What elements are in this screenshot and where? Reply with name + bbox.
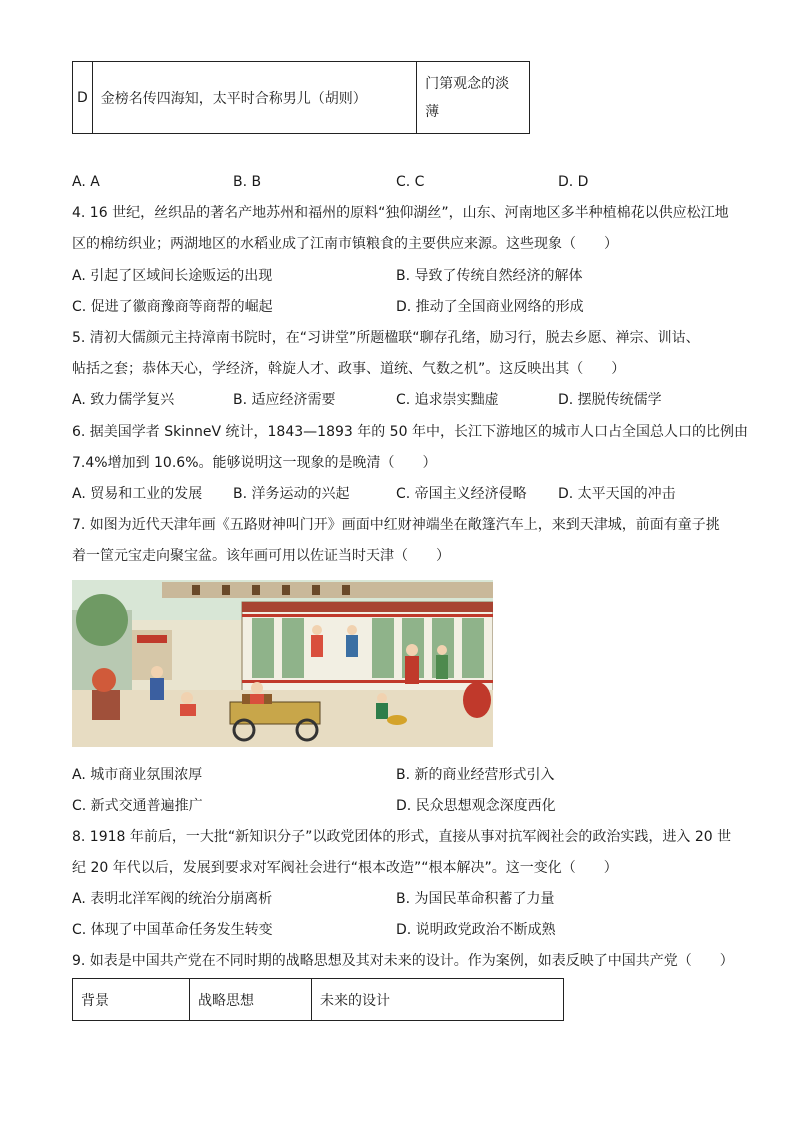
q9-table xyxy=(72,978,564,1021)
q8-option-b[interactable]: B. 为国民革命积蓄了力量 xyxy=(396,891,555,907)
q4-option-d[interactable]: D. 推动了全国商业网络的形成 xyxy=(396,299,584,315)
row-label: D xyxy=(73,62,93,134)
q5-option-d[interactable]: D. 摆脱传统儒学 xyxy=(558,392,662,408)
q3-option-b[interactable]: B. B xyxy=(233,174,262,190)
q4-option-a[interactable]: A. 引起了区域间长途贩运的出现 xyxy=(72,268,273,284)
q5-option-c[interactable]: C. 追求崇实黜虚 xyxy=(396,392,499,408)
q3-option-c[interactable]: C. C xyxy=(396,174,425,190)
q5-stem-line-2: 帖括之套；恭体天心，学经济，斡旋人才、政事、道统、气数之机”。这反映出其（ ） xyxy=(72,361,626,377)
q7-stem-line-2: 着一筐元宝走向聚宝盆。该年画可用以佐证当时天津（ ） xyxy=(72,548,450,564)
q7-stem-line-1: 7. 如图为近代天津年画《五路财神叫门开》画面中红财神端坐在敞篷汽车上，来到天津城，前面有童子挑 xyxy=(72,517,720,533)
q8-option-a[interactable]: A. 表明北洋军阀的统治分崩离析 xyxy=(72,891,273,907)
q8-option-d[interactable]: D. 说明政党政治不断成熟 xyxy=(396,922,556,938)
q8-stem-line-2: 纪 20 年代以后，发展到要求对军阀社会进行“根本改造”“根本解决”。这一变化（ ） xyxy=(72,860,618,876)
q4-stem-line-2: 区的棉纺织业；两湖地区的水稻业成了江南市镇粮食的主要供应来源。这些现象（ ） xyxy=(72,236,618,252)
result-line-1: 门第观念的淡 xyxy=(425,75,510,92)
q7-option-b[interactable]: B. 新的商业经营形式引入 xyxy=(396,767,555,783)
header-strategy: 战略思想 xyxy=(190,979,312,1021)
q3-option-d[interactable]: D. D xyxy=(558,174,589,190)
q5-stem-line-1: 5. 清初大儒颜元主持漳南书院时，在“习讲堂”所题楹联“聊存孔绪，励习行，脱去乡愿、禅宗、训诂、 xyxy=(72,330,700,346)
new-year-painting xyxy=(72,580,493,747)
q6-stem-line-1: 6. 据美国学者 SkinneV 统计，1843—1893 年的 50 年中，长江下游地区的城市人口占全国总人口的比例由 xyxy=(72,424,748,440)
q3-option-a[interactable]: A. A xyxy=(72,174,100,190)
q8-option-c[interactable]: C. 体现了中国革命任务发生转变 xyxy=(72,922,273,938)
q5-option-b[interactable]: B. 适应经济需要 xyxy=(233,392,336,408)
header-future-design: 未来的设计 xyxy=(312,979,564,1021)
q5-option-a[interactable]: A. 致力儒学复兴 xyxy=(72,392,175,408)
q4-stem-line-1: 4. 16 世纪，丝织品的著名产地苏州和福州的原料“独仰湖丝”，山东、河南地区多半种植棉花以供应松江地 xyxy=(72,205,729,221)
painting-illustration xyxy=(72,580,493,747)
q6-option-d[interactable]: D. 太平天国的冲击 xyxy=(558,486,676,502)
q7-option-c[interactable]: C. 新式交通普遍推广 xyxy=(72,798,203,814)
table-cell-text: 金榜名传四海知，太平时合称男儿（胡则） xyxy=(92,62,416,134)
table-cell-result xyxy=(417,62,530,134)
q8-stem-line-1: 8. 1918 年前后，一大批“新知识分子”以政党团体的形式，直接从事对抗军阀社会的政治实践，进入 20 世 xyxy=(72,829,732,845)
q4-option-c[interactable]: C. 促进了徽商豫商等商帮的崛起 xyxy=(72,299,273,315)
result-line-2: 薄 xyxy=(425,103,440,120)
q9-stem-line-1: 9. 如表是中国共产党在不同时期的战略思想及其对未来的设计。作为案例，如表反映了中国共产党（ ） xyxy=(72,953,734,969)
q7-option-a[interactable]: A. 城市商业氛围浓厚 xyxy=(72,767,203,783)
table-header-row xyxy=(73,979,564,1021)
q6-option-c[interactable]: C. 帝国主义经济侵略 xyxy=(396,486,527,502)
header-background: 背景 xyxy=(73,979,190,1021)
q6-option-a[interactable]: A. 贸易和工业的发展 xyxy=(72,486,203,502)
q4-option-b[interactable]: B. 导致了传统自然经济的解体 xyxy=(396,268,583,284)
table-row xyxy=(73,62,530,134)
q7-option-d[interactable]: D. 民众思想观念深度西化 xyxy=(396,798,556,814)
q6-stem-line-2: 7.4%增加到 10.6%。能够说明这一现象的是晚清（ ） xyxy=(72,455,437,471)
q6-option-b[interactable]: B. 洋务运动的兴起 xyxy=(233,486,350,502)
answer-table xyxy=(72,61,530,134)
